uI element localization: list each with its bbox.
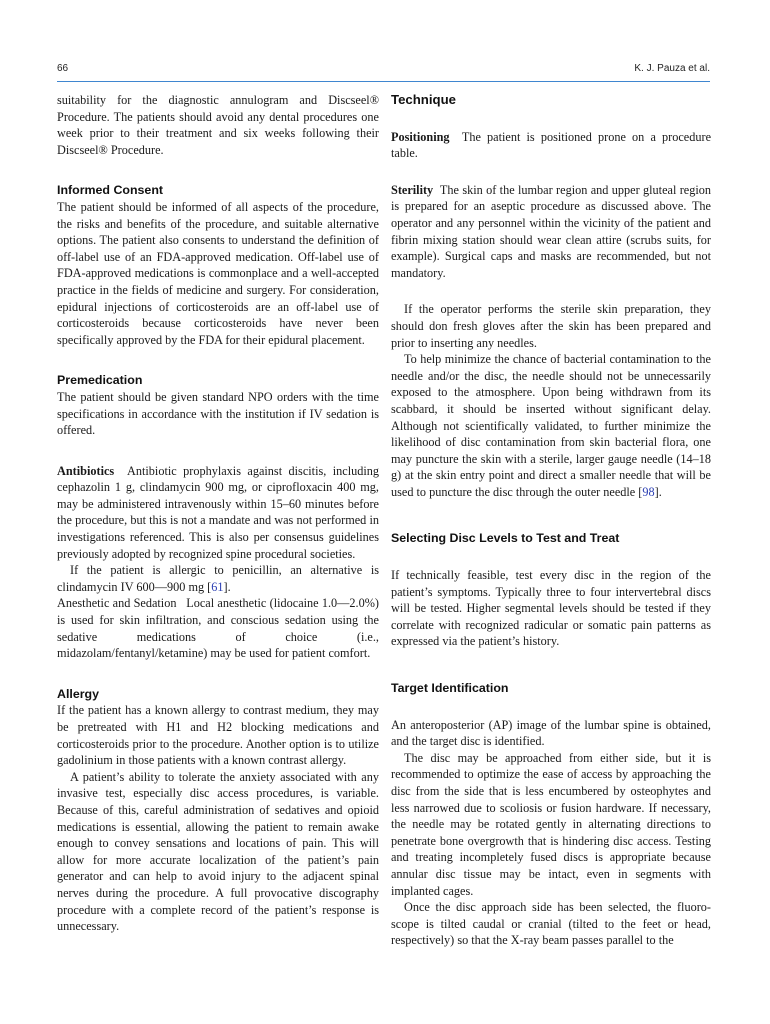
anesthetic-paragraph <box>57 595 379 661</box>
premedication-paragraph: The patient should be given standard NPO orders with the time specifications in accordance with the institution if IV sedation is offered. <box>57 389 379 438</box>
right-column <box>391 92 711 949</box>
selecting-levels-paragraph: If technically feasible, test every disc in the region of the patient’s symptoms. Typically three to four intervertebral discs will be tested. Higher segmental levels should be tested if they correlate with recognized radicular or somatic pain patterns as expressed via the patient’s history. <box>391 568 711 649</box>
fluoroscope-paragraph: Once the disc approach side has been selected, the fluoroscope is tilted caudal or cranial (tilted to the feet or head, respectively) so that the X-ray beam passes parallel to the <box>391 900 711 948</box>
informed-consent-paragraph: The patient should be informed of all aspects of the procedure, the risks and benefits of the procedure, and suitable alternative options. The patient also consents to understand the definition of off-label use of an FDA-approved medication. Off-label use of FDA-approved medications is commonplace and a well-accepted practice in the fields of medicine and surgery. For consideration, epidural injections of corticosteroids are an off-label use of corticosteroids because corticosteroids have never been specifically approved by the FDA for their epidural placement. <box>57 199 379 347</box>
section-heading-target-identification: Target Identification <box>391 681 509 696</box>
running-header <box>57 63 710 79</box>
contamination-paragraph <box>391 351 711 500</box>
target-identification-paragraph: An anteroposterior (AP) image of the lumbar spine is obtained, and the target disc is identified. <box>391 717 711 749</box>
citation-bracket-close: ]. <box>654 484 662 499</box>
allergy-paragraph: If the patient has a known allergy to contrast medium, they may be pretreated with H1 and H2 blocking medications and corticosteroids prior to the procedure. Another option is to utilize gadolinium in those patients with a known contrast allergy. <box>57 703 379 768</box>
header-rule <box>57 81 710 82</box>
citation-bracket-close: ]. <box>223 579 231 594</box>
left-column <box>57 92 379 935</box>
sterility-run-in-heading: Sterility <box>391 182 434 197</box>
penicillin-text: If the patient is allergic to penicillin, an alternative is clindamycin IV 600—900 mg [ <box>57 563 379 594</box>
citation-link-98[interactable]: 98 <box>642 484 655 499</box>
antibiotics-paragraph <box>57 463 379 563</box>
page-number: 66 <box>57 63 69 74</box>
positioning-text: The patient is positioned prone on a procedure table. <box>391 129 712 161</box>
section-heading-informed-consent: Informed Consent <box>57 183 164 198</box>
approach-side-paragraph: The disc may be approached from either side, but it is recommended to optimize the ease of access by approaching the disc from the side that is less encumbered by osteophytes and less narrowed due to scoliosis or fusion hardware. If necessary, the needle may be rotated gently in alternating directions to penetrate bone overgrowth that is hindering disc access. Testing and treating incompletely fused discs is appropriate because annular disc tissue may be intact, even in segments with implanted cages. <box>391 750 711 898</box>
penicillin-paragraph <box>57 562 379 595</box>
citation-link-61[interactable]: 61 <box>211 579 224 594</box>
anxiety-paragraph: A patient’s ability to tolerate the anxiety associated with any invasive test, especially disc access procedures, is variable. Because of this, careful administration of sedatives and opioid medications is essential, allowing the patient to remain awake enough to convey sensations and locations of pain. This will allow for more accurate localization of the patient’s pain generator and can help to avoid injury to the adjacent spinal nerves during the procedure. A full provocative discography procedure with a complete record of the patient’s response is unnecessary. <box>57 769 379 934</box>
sterility-text: The skin of the lumbar region and upper gluteal region is prepared for an aseptic procedure as discussed above. The operator and any personnel within the vicinity of the patient and fibrin mixing station should wear clean attire (scrubs suits, for example). Surgical caps and masks are recommended, but not mandatory. <box>391 182 712 280</box>
section-heading-selecting-disc-levels: Selecting Disc Levels to Test and Treat <box>391 531 620 546</box>
running-authors: K. J. Pauza et al. <box>634 63 710 74</box>
operator-paragraph: If the operator performs the sterile skin preparation, they should don fresh gloves after the skin has been prepared and prior to inserting any needles. <box>391 302 711 350</box>
intro-paragraph: suitability for the diagnostic annulogram and Discseel® Procedure. The patients should avoid any dental procedures one week prior to their treatment and six weeks following their Discseel® Procedure. <box>57 93 379 157</box>
anesthetic-label: Anesthetic and Sedation <box>57 596 177 611</box>
antibiotics-text: Antibiotic prophylaxis against discitis, including cephazolin 1 g, clindamycin 900 mg, or ciprofloxacin 400 mg, may be administered intravenously within 15–60 minutes before the procedure, but this is not a mandate and was not performed in investigations referenced. This is also per consensus guidelines previously adopted by recognized spine procedural societies. <box>57 463 379 561</box>
positioning-run-in-heading: Positioning <box>391 129 450 144</box>
sterility-paragraph <box>391 182 711 282</box>
section-heading-allergy: Allergy <box>57 686 100 701</box>
anesthetic-text: Local anesthetic (lidocaine 1.0—2.0%) is used for skin infiltration, and conscious sedation using the sedative medications of choice (i.e., midazolam/fentanyl/ketamine) may be used for patient comfort. <box>57 596 380 661</box>
section-heading-premedication: Premedication <box>57 373 143 388</box>
positioning-paragraph <box>391 129 711 162</box>
section-heading-technique: Technique <box>391 92 456 107</box>
contamination-text: To help minimize the chance of bacterial contamination to the needle and/or the disc, the needle should not be unnecessarily exposed to the atmosphere. Upon being withdrawn from its scabbard, it should be inserted without significant delay. Although not scientifically validated, to further minimize the likelihood of disc contamination from skin bacterial flora, one may puncture the skin with a sterile, larger gauge needle (14–18 g) at the skin entry point and direct a smaller needle that will be used to puncture the disc through the outer needle [ <box>391 352 711 499</box>
antibiotics-run-in-heading: Antibiotics <box>57 463 115 478</box>
